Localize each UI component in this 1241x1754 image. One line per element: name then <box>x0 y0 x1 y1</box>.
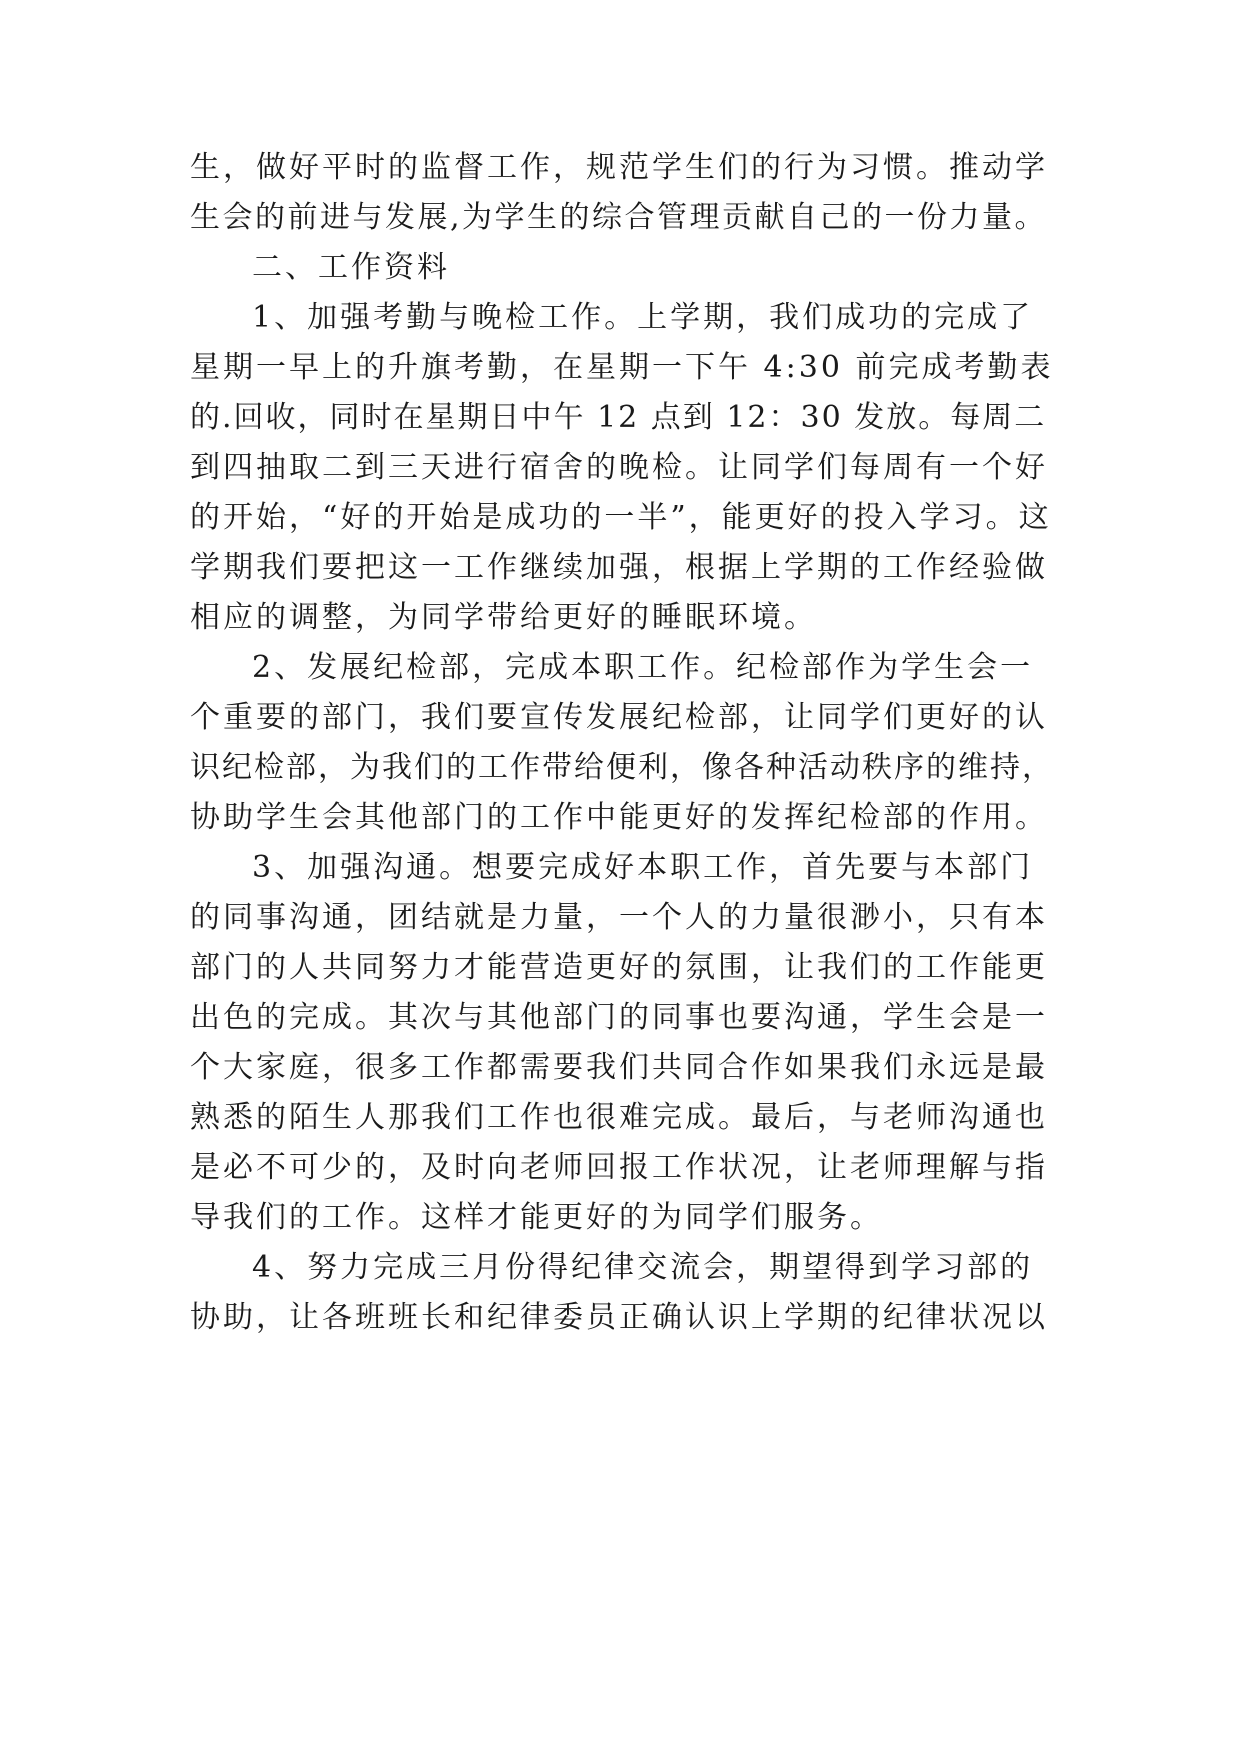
text-line: 个大家庭，很多工作都需要我们共同合作如果我们永远是最 <box>190 1050 1048 1085</box>
text-line: 相应的调整，为同学带给更好的睡眠环境。 <box>190 600 817 635</box>
text-line: 生，做好平时的监督工作，规范学生们的行为习惯。推动学 <box>190 150 1048 185</box>
text-line: 的开始，“好的开始是成功的一半”，能更好的投入学习。这 <box>190 500 1052 535</box>
text-line: 4、努力完成三月份得纪律交流会，期望得到学习部的 <box>252 1250 1034 1285</box>
text-line: 熟悉的陌生人那我们工作也很难完成。最后，与老师沟通也 <box>190 1100 1048 1135</box>
text-line: 协助学生会其他部门的工作中能更好的发挥纪检部的作用。 <box>190 800 1048 835</box>
text-line: 2、发展纪检部，完成本职工作。纪检部作为学生会一 <box>252 650 1034 685</box>
text-line: 识纪检部，为我们的工作带给便利，像各种活动秩序的维持， <box>190 750 1054 785</box>
text-line: 的同事沟通，团结就是力量，一个人的力量很渺小，只有本 <box>190 900 1048 935</box>
text-line: 的.回收，同时在星期日中午 12 点到 12：30 发放。每周二 <box>190 400 1047 435</box>
section-heading: 二、工作资料 <box>252 250 450 285</box>
text-line: 星期一早上的升旗考勤，在星期一下午 4:30 前完成考勤表 <box>190 350 1054 385</box>
text-line: 到四抽取二到三天进行宿舍的晚检。让同学们每周有一个好 <box>190 450 1048 485</box>
text-line: 生会的前进与发展,为学生的综合管理贡献自己的一份力量。 <box>190 200 1048 235</box>
text-line: 导我们的工作。这样才能更好的为同学们服务。 <box>190 1200 883 1235</box>
text-line: 1、加强考勤与晚检工作。上学期，我们成功的完成了 <box>252 300 1034 335</box>
text-line: 出色的完成。其次与其他部门的同事也要沟通，学生会是一 <box>190 1000 1048 1035</box>
text-line: 协助，让各班班长和纪律委员正确认识上学期的纪律状况以 <box>190 1300 1048 1335</box>
text-line: 个重要的部门，我们要宣传发展纪检部，让同学们更好的认 <box>190 700 1048 735</box>
text-line: 部门的人共同努力才能营造更好的氛围，让我们的工作能更 <box>190 950 1048 985</box>
text-line: 是必不可少的，及时向老师回报工作状况，让老师理解与指 <box>190 1150 1048 1185</box>
text-line: 学期我们要把这一工作继续加强，根据上学期的工作经验做 <box>190 550 1048 585</box>
text-line: 3、加强沟通。想要完成好本职工作，首先要与本部门 <box>252 850 1034 885</box>
